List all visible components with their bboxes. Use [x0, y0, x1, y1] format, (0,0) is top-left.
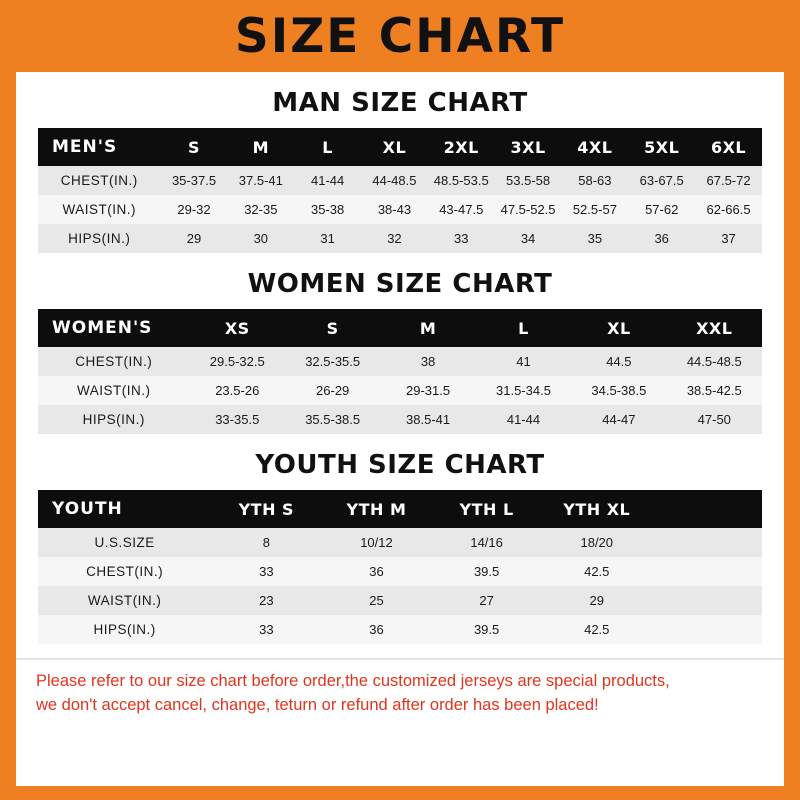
men-header-xl: XL [382, 137, 407, 157]
women-waist-m: 29-31.5 [406, 383, 451, 398]
women-table-head [38, 309, 762, 347]
men-table-body [38, 166, 762, 253]
youth-size-section [16, 450, 784, 644]
table-row [38, 347, 762, 376]
youth-header-m: YTH M [346, 499, 407, 519]
men-chest-4xl: 58-63 [578, 173, 612, 188]
table-row [38, 528, 762, 557]
table-header-row [38, 490, 762, 528]
men-hips-s: 29 [186, 231, 202, 246]
youth-table-body [38, 528, 762, 644]
youth-chest-s: 33 [259, 564, 274, 579]
men-header-6xl: 6XL [710, 137, 747, 157]
men-hips-xl: 32 [387, 231, 402, 246]
youth-header-l: YTH L [459, 499, 514, 519]
men-waist-3xl: 47.5-52.5 [500, 202, 556, 217]
women-size-section [16, 269, 784, 434]
men-hips-m: 30 [253, 231, 269, 246]
table-header-row [38, 309, 762, 347]
table-row [38, 195, 762, 224]
women-hips-xl: 44-47 [602, 412, 636, 427]
women-chest-xxl: 44.5-48.5 [686, 354, 742, 369]
table-row [38, 557, 762, 586]
footer-note-line-2: we don't accept cancel, change, teturn or refund after order has been placed! [36, 695, 599, 714]
men-hips-5xl: 36 [654, 231, 669, 246]
women-hips-xs: 33-35.5 [215, 412, 260, 427]
youth-row-chest-label: CHEST(IN.) [86, 564, 164, 579]
men-header-4xl: 4XL [577, 137, 613, 157]
men-waist-2xl: 43-47.5 [439, 202, 484, 217]
men-hips-l: 31 [320, 231, 335, 246]
men-waist-xl: 38-43 [377, 202, 412, 217]
youth-waist-blank [652, 586, 762, 615]
youth-row-hips-label: HIPS(IN.) [93, 622, 156, 637]
women-chest-l: 41 [516, 354, 531, 369]
youth-row-waist-label: WAIST(IN.) [87, 593, 162, 608]
men-header-s: S [187, 137, 201, 157]
youth-header-s: YTH S [238, 499, 295, 519]
youth-ussize-s: 8 [262, 535, 270, 550]
table-row [38, 166, 762, 195]
men-chest-6xl: 67.5-72 [706, 173, 751, 188]
men-table-head [38, 128, 762, 166]
women-hips-s: 35.5-38.5 [305, 412, 361, 427]
youth-size-table [38, 490, 762, 644]
banner [0, 0, 800, 72]
footer-note [16, 658, 784, 718]
youth-header-label: YOUTH [52, 499, 123, 519]
men-chest-m: 37.5-41 [238, 173, 283, 188]
men-hips-6xl: 37 [721, 231, 736, 246]
page-title: SIZE CHART [234, 8, 566, 64]
men-chest-5xl: 63-67.5 [639, 173, 684, 188]
women-waist-xxl: 38.5-42.5 [686, 383, 742, 398]
men-chest-2xl: 48.5-53.5 [433, 173, 489, 188]
table-row [38, 224, 762, 253]
men-header-3xl: 3XL [510, 137, 546, 157]
women-section-title: WOMEN SIZE CHART [247, 269, 553, 299]
youth-hips-l: 39.5 [473, 622, 500, 637]
men-row-waist-label: WAIST(IN.) [62, 202, 137, 217]
women-chest-xs: 29.5-32.5 [209, 354, 265, 369]
men-hips-2xl: 33 [454, 231, 469, 246]
youth-ussize-m: 10/12 [360, 535, 393, 550]
women-waist-s: 26-29 [316, 383, 350, 398]
youth-ussize-xl: 18/20 [580, 535, 614, 550]
youth-header-blank [652, 490, 762, 528]
youth-chest-blank [652, 557, 762, 586]
youth-waist-s: 23 [259, 593, 274, 608]
youth-hips-s: 33 [259, 622, 274, 637]
men-size-section [16, 88, 784, 253]
youth-chest-xl: 42.5 [584, 564, 610, 579]
men-header-m: M [252, 137, 270, 157]
youth-hips-xl: 42.5 [584, 622, 610, 637]
women-size-table [38, 309, 762, 434]
youth-header-xl: YTH XL [563, 499, 631, 519]
women-hips-m: 38.5-41 [406, 412, 451, 427]
men-section-title: MAN SIZE CHART [272, 88, 528, 118]
table-row [38, 376, 762, 405]
men-chest-s: 35-37.5 [171, 173, 217, 188]
youth-ussize-l: 14/16 [470, 535, 503, 550]
youth-hips-m: 36 [369, 622, 384, 637]
women-row-waist-label: WAIST(IN.) [77, 383, 151, 398]
men-waist-4xl: 52.5-57 [572, 202, 617, 217]
men-hips-4xl: 35 [587, 231, 603, 246]
men-header-l: L [322, 137, 333, 157]
table-row [38, 586, 762, 615]
youth-waist-m: 25 [369, 593, 384, 608]
men-chest-l: 41-44 [311, 173, 345, 188]
women-header-label: WOMEN'S [52, 318, 153, 338]
men-waist-5xl: 57-62 [645, 202, 679, 217]
men-row-chest-label: CHEST(IN.) [60, 173, 138, 188]
women-chest-m: 38 [420, 354, 436, 369]
women-header-l: L [518, 318, 529, 338]
women-hips-l: 41-44 [506, 412, 541, 427]
youth-chest-l: 39.5 [473, 564, 500, 579]
footer-note-line-1: Please refer to our size chart before order,the customized jerseys are special products, [36, 672, 670, 690]
men-row-hips-label: HIPS(IN.) [68, 231, 131, 246]
youth-table-head [38, 490, 762, 528]
men-hips-3xl: 34 [520, 231, 536, 246]
table-header-row [38, 128, 762, 166]
youth-hips-blank [652, 615, 762, 644]
youth-row-ussize-label: U.S.SIZE [94, 535, 155, 550]
table-row [38, 615, 762, 644]
women-header-s: S [326, 318, 339, 338]
women-header-m: M [419, 318, 437, 338]
women-row-chest-label: CHEST(IN.) [75, 354, 153, 369]
men-chest-xl: 44-48.5 [372, 173, 417, 188]
bottom-accent-bar [0, 786, 800, 800]
men-chest-3xl: 53.5-58 [506, 173, 551, 188]
women-waist-xs: 23.5-26 [215, 383, 260, 398]
women-chest-s: 32.5-35.5 [305, 354, 361, 369]
women-waist-l: 31.5-34.5 [496, 383, 551, 398]
youth-section-title: YOUTH SIZE CHART [255, 450, 545, 480]
men-header-2xl: 2XL [443, 137, 479, 157]
women-table-body [38, 347, 762, 434]
women-waist-xl: 34.5-38.5 [591, 383, 647, 398]
men-waist-6xl: 62-66.5 [706, 202, 751, 217]
women-chest-xl: 44.5 [606, 354, 632, 369]
women-header-xxl: XXL [696, 318, 733, 338]
youth-chest-m: 36 [369, 564, 384, 579]
women-header-xs: XS [224, 318, 250, 338]
men-waist-m: 32-35 [244, 202, 278, 217]
men-header-label: MEN'S [52, 137, 118, 157]
youth-waist-l: 27 [479, 593, 494, 608]
men-waist-s: 29-32 [177, 202, 211, 217]
women-row-hips-label: HIPS(IN.) [82, 412, 145, 427]
table-row [38, 405, 762, 434]
men-waist-l: 35-38 [311, 202, 345, 217]
men-size-table [38, 128, 762, 253]
women-header-xl: XL [607, 318, 631, 338]
youth-ussize-blank [652, 528, 762, 557]
women-hips-xxl: 47-50 [697, 412, 731, 427]
youth-waist-xl: 29 [589, 593, 604, 608]
men-header-5xl: 5XL [644, 137, 680, 157]
